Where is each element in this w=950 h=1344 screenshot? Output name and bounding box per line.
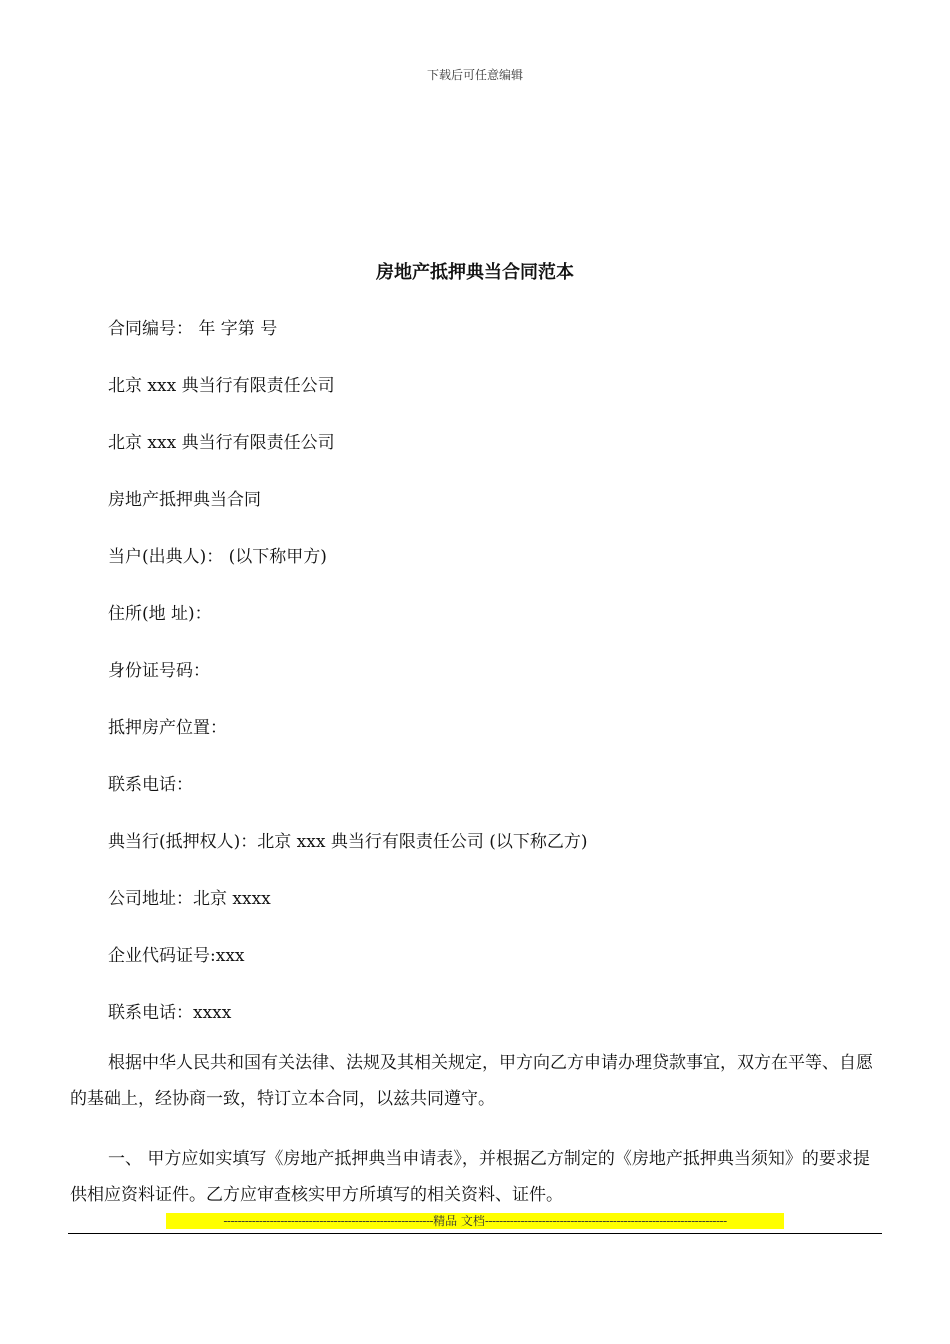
pledgor-address-line: 住所(地 址)： (108, 604, 212, 624)
company-name-line-2: 北京 xxx 典当行有限责任公司 (108, 433, 335, 453)
contract-number-line: 合同编号： 年 字第 号 (108, 319, 278, 339)
document-title: 房地产抵押典当合同范本 (376, 262, 574, 283)
company-name-line-1: 北京 xxx 典当行有限责任公司 (108, 376, 335, 396)
pawnshop-phone-line: 联系电话：xxxx (108, 1003, 232, 1023)
footer-highlight-mark (166, 1213, 784, 1229)
footer-dash-left: ----------------------------------------------------------- (223, 1214, 434, 1228)
pledgor-line: 当户(出典人)： (以下称甲方) (108, 547, 327, 567)
footer-label: 精品 文档 (433, 1214, 485, 1228)
pawnshop-line: 典当行(抵押权人)：北京 xxx 典当行有限责任公司 (以下称乙方) (108, 832, 588, 852)
company-address-line: 公司地址：北京 xxxx (108, 889, 271, 909)
contract-name-line: 房地产抵押典当合同 (108, 490, 261, 510)
clause-one-paragraph: 一、 甲方应如实填写《房地产抵押典当申请表》，并根据乙方制定的《房地产抵押典当须知》的要求提供相应资料证件。乙方应审查核实甲方所填写的相关资料、证件。 (70, 1149, 870, 1205)
footer-dash-right: -------------------------------------------------------------------- (484, 1214, 727, 1228)
preamble-paragraph: 根据中华人民共和国有关法律、法规及其相关规定，甲方向乙方申请办理贷款事宜，双方在平等、自愿的基础上，经协商一致，特订立本合同，以兹共同遵守。 (70, 1053, 873, 1109)
enterprise-code-line: 企业代码证号:xxx (108, 946, 245, 966)
footer-rule (68, 1233, 882, 1234)
property-location-line: 抵押房产位置： (108, 718, 227, 738)
pledgor-phone-line: 联系电话： (108, 775, 193, 795)
header-note: 下载后可任意编辑 (426, 68, 523, 82)
id-number-line: 身份证号码： (108, 661, 210, 681)
